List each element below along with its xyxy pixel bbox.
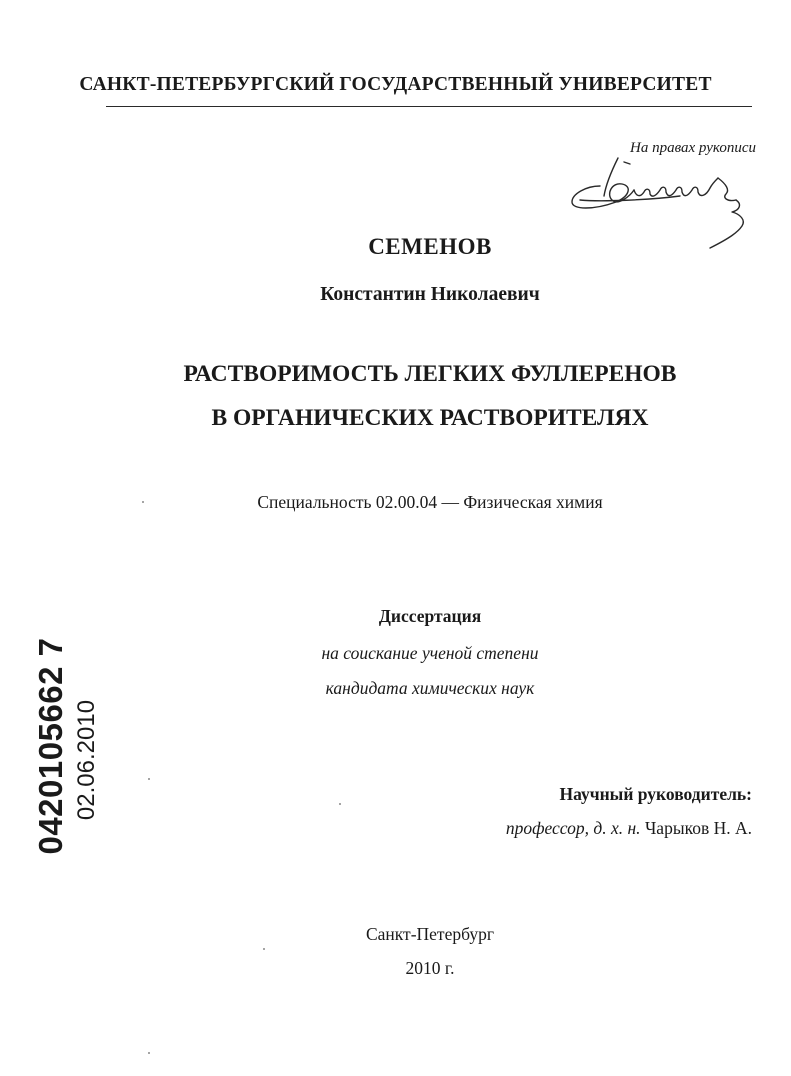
dissertation-degree-line-2: кандидата химических наук	[325, 678, 535, 698]
author-given-name: Константин Николаевич	[320, 284, 540, 305]
supervisor-label: Научный руководитель:	[559, 784, 752, 804]
dissertation-heading: Диссертация	[378, 606, 482, 626]
scan-speck	[339, 803, 341, 805]
dissertation-degree-line-1: на соискание ученой степени	[321, 643, 539, 663]
scan-speck	[148, 1052, 150, 1054]
header-divider	[106, 106, 752, 107]
year: 2010 г.	[405, 958, 455, 978]
scan-speck	[142, 501, 144, 503]
university-name: САНКТ-ПЕТЕРБУРГСКИЙ ГОСУДАРСТВЕННЫЙ УНИВЕРСИТЕТ	[79, 74, 712, 95]
scan-speck	[263, 948, 265, 950]
city: Санкт-Петербург	[365, 924, 495, 944]
rights-note: На правах рукописи	[630, 140, 756, 156]
supervisor-line	[380, 818, 752, 839]
library-stamp-code: 0420105662 7	[32, 637, 69, 855]
supervisor-name: Чарыков Н. А.	[644, 818, 752, 838]
specialty: Специальность 02.00.04 — Физическая химия	[257, 492, 603, 512]
library-stamp-date: 02.06.2010	[73, 699, 100, 821]
author-surname: СЕМЕНОВ	[368, 234, 492, 259]
thesis-title-line-1: РАСТВОРИМОСТЬ ЛЕГКИХ ФУЛЛЕРЕНОВ	[183, 361, 677, 387]
supervisor-title: профессор, д. х. н.	[505, 818, 641, 838]
scan-speck	[148, 778, 150, 780]
thesis-title-line-2: В ОРГАНИЧЕСКИХ РАСТВОРИТЕЛЯХ	[211, 405, 649, 431]
